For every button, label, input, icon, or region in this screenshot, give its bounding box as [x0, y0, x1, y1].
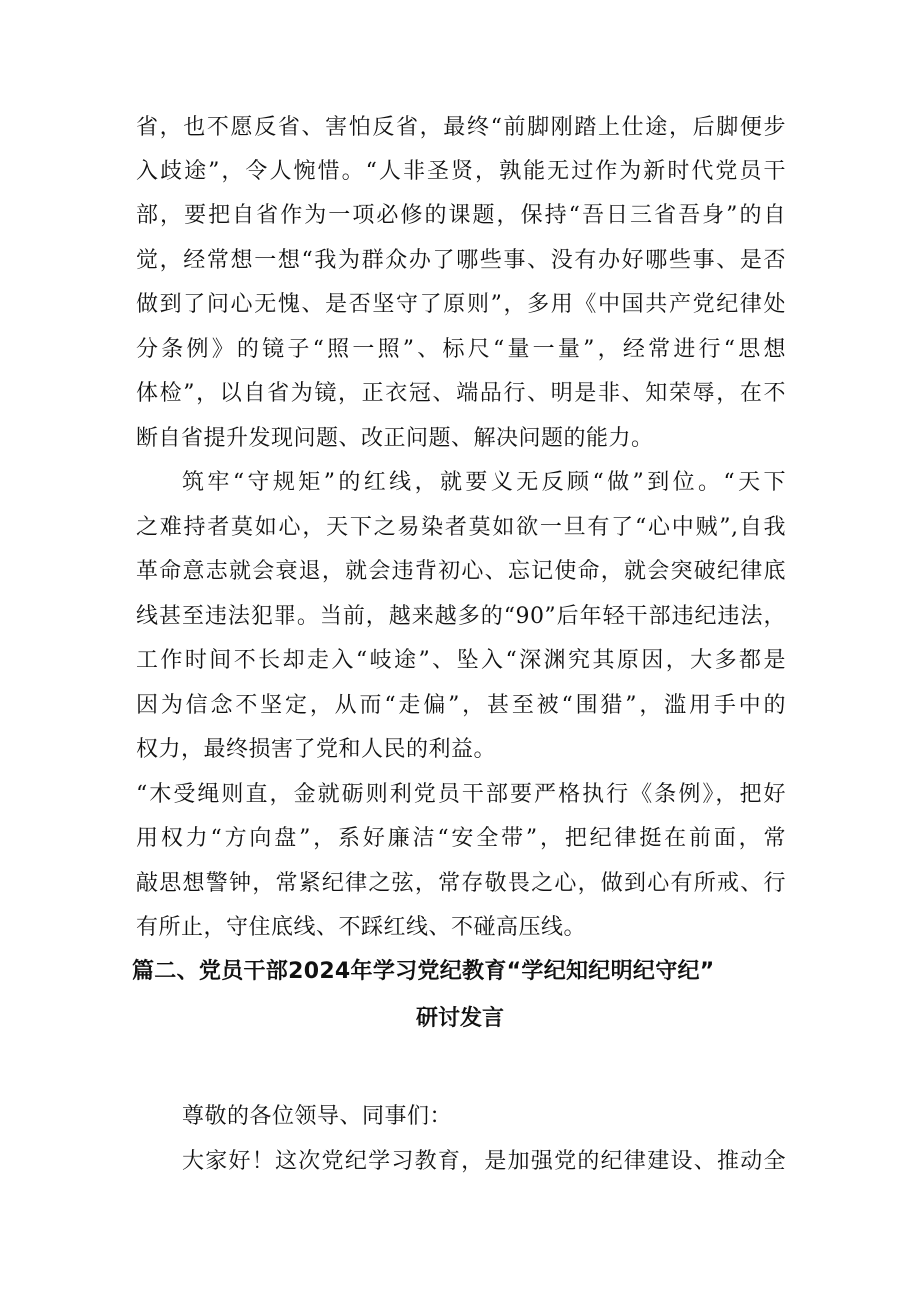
paragraph-2-line-2: 之难持者莫如心，天下之易染者莫如欲一旦有了“心中贼”,自我	[136, 515, 786, 540]
salutation: 尊敬的各位领导、同事们：	[182, 1104, 453, 1129]
paragraph-2-line-5: 工作时间不长却走入“岐途”、坠入“深渊究其原因，大多都是	[136, 648, 786, 673]
paragraph-3-line-3: 敲思想警钟，常紧纪律之弦，常存敬畏之心，做到心有所戒、行	[136, 871, 786, 896]
paragraph-3-line-2: 用权力“方向盘”，系好廉洁“安全带”，把纪律挺在前面，常	[136, 826, 786, 851]
paragraph-1-line-8: 断自省提升发现问题、改正问题、解决问题的能力。	[136, 426, 654, 451]
opening-line: 大家好！这次党纪学习教育，是加强党的纪律建设、推动全	[182, 1149, 786, 1174]
paragraph-1-line-4: 觉，经常想一想“我为群众办了哪些事、没有办好哪些事、是否	[136, 248, 786, 273]
paragraph-1-line-2: 入歧途”，令人惋惜。“人非圣贤，孰能无过作为新时代党员干	[136, 159, 786, 184]
section-2-subtitle: 研讨发言	[415, 1006, 504, 1031]
paragraph-2-line-3: 革命意志就会衰退，就会违背初心、忘记使命，就会突破纪律底	[136, 559, 786, 584]
paragraph-1-line-5: 做到了问心无愧、是否坚守了原则”，多用《中国共产党纪律处	[136, 292, 786, 317]
paragraph-3-line-1: “木受绳则直，金就砺则利党员干部要严格执行《条例》，把好	[136, 782, 786, 807]
paragraph-3-line-4: 有所止，守住底线、不踩红线、不碰高压线。	[136, 915, 587, 940]
paragraph-1-line-6: 分条例》的镜子“照一照”、标尺“量一量”，经常进行“思想	[136, 337, 786, 362]
paragraph-1-line-3: 部，要把自省作为一项必修的课题，保持“吾日三省吾身”的自	[136, 203, 786, 228]
paragraph-2-line-7: 权力，最终损害了党和人民的利益。	[136, 737, 497, 762]
paragraph-1-line-7: 体检”，以自省为镜，正衣冠、端品行、明是非、知荣辱，在不	[136, 381, 786, 406]
paragraph-2-line-1: 筑牢“守规矩”的红线，就要义无反顾“做”到位。“天下	[182, 470, 786, 495]
paragraph-2-line-6: 因为信念不坚定，从而“走偏”，甚至被“围猎”，滥用手中的	[136, 693, 786, 718]
paragraph-1-line-1: 省，也不愿反省、害怕反省，最终“前脚刚踏上仕途，后脚便步	[136, 115, 786, 140]
paragraph-2-line-4: 线甚至违法犯罪。当前，越来越多的“90”后年轻干部违纪违法，	[136, 604, 786, 629]
section-2-title: 篇二、党员干部2024年学习党纪教育“学纪知纪明纪守纪”	[132, 959, 715, 984]
